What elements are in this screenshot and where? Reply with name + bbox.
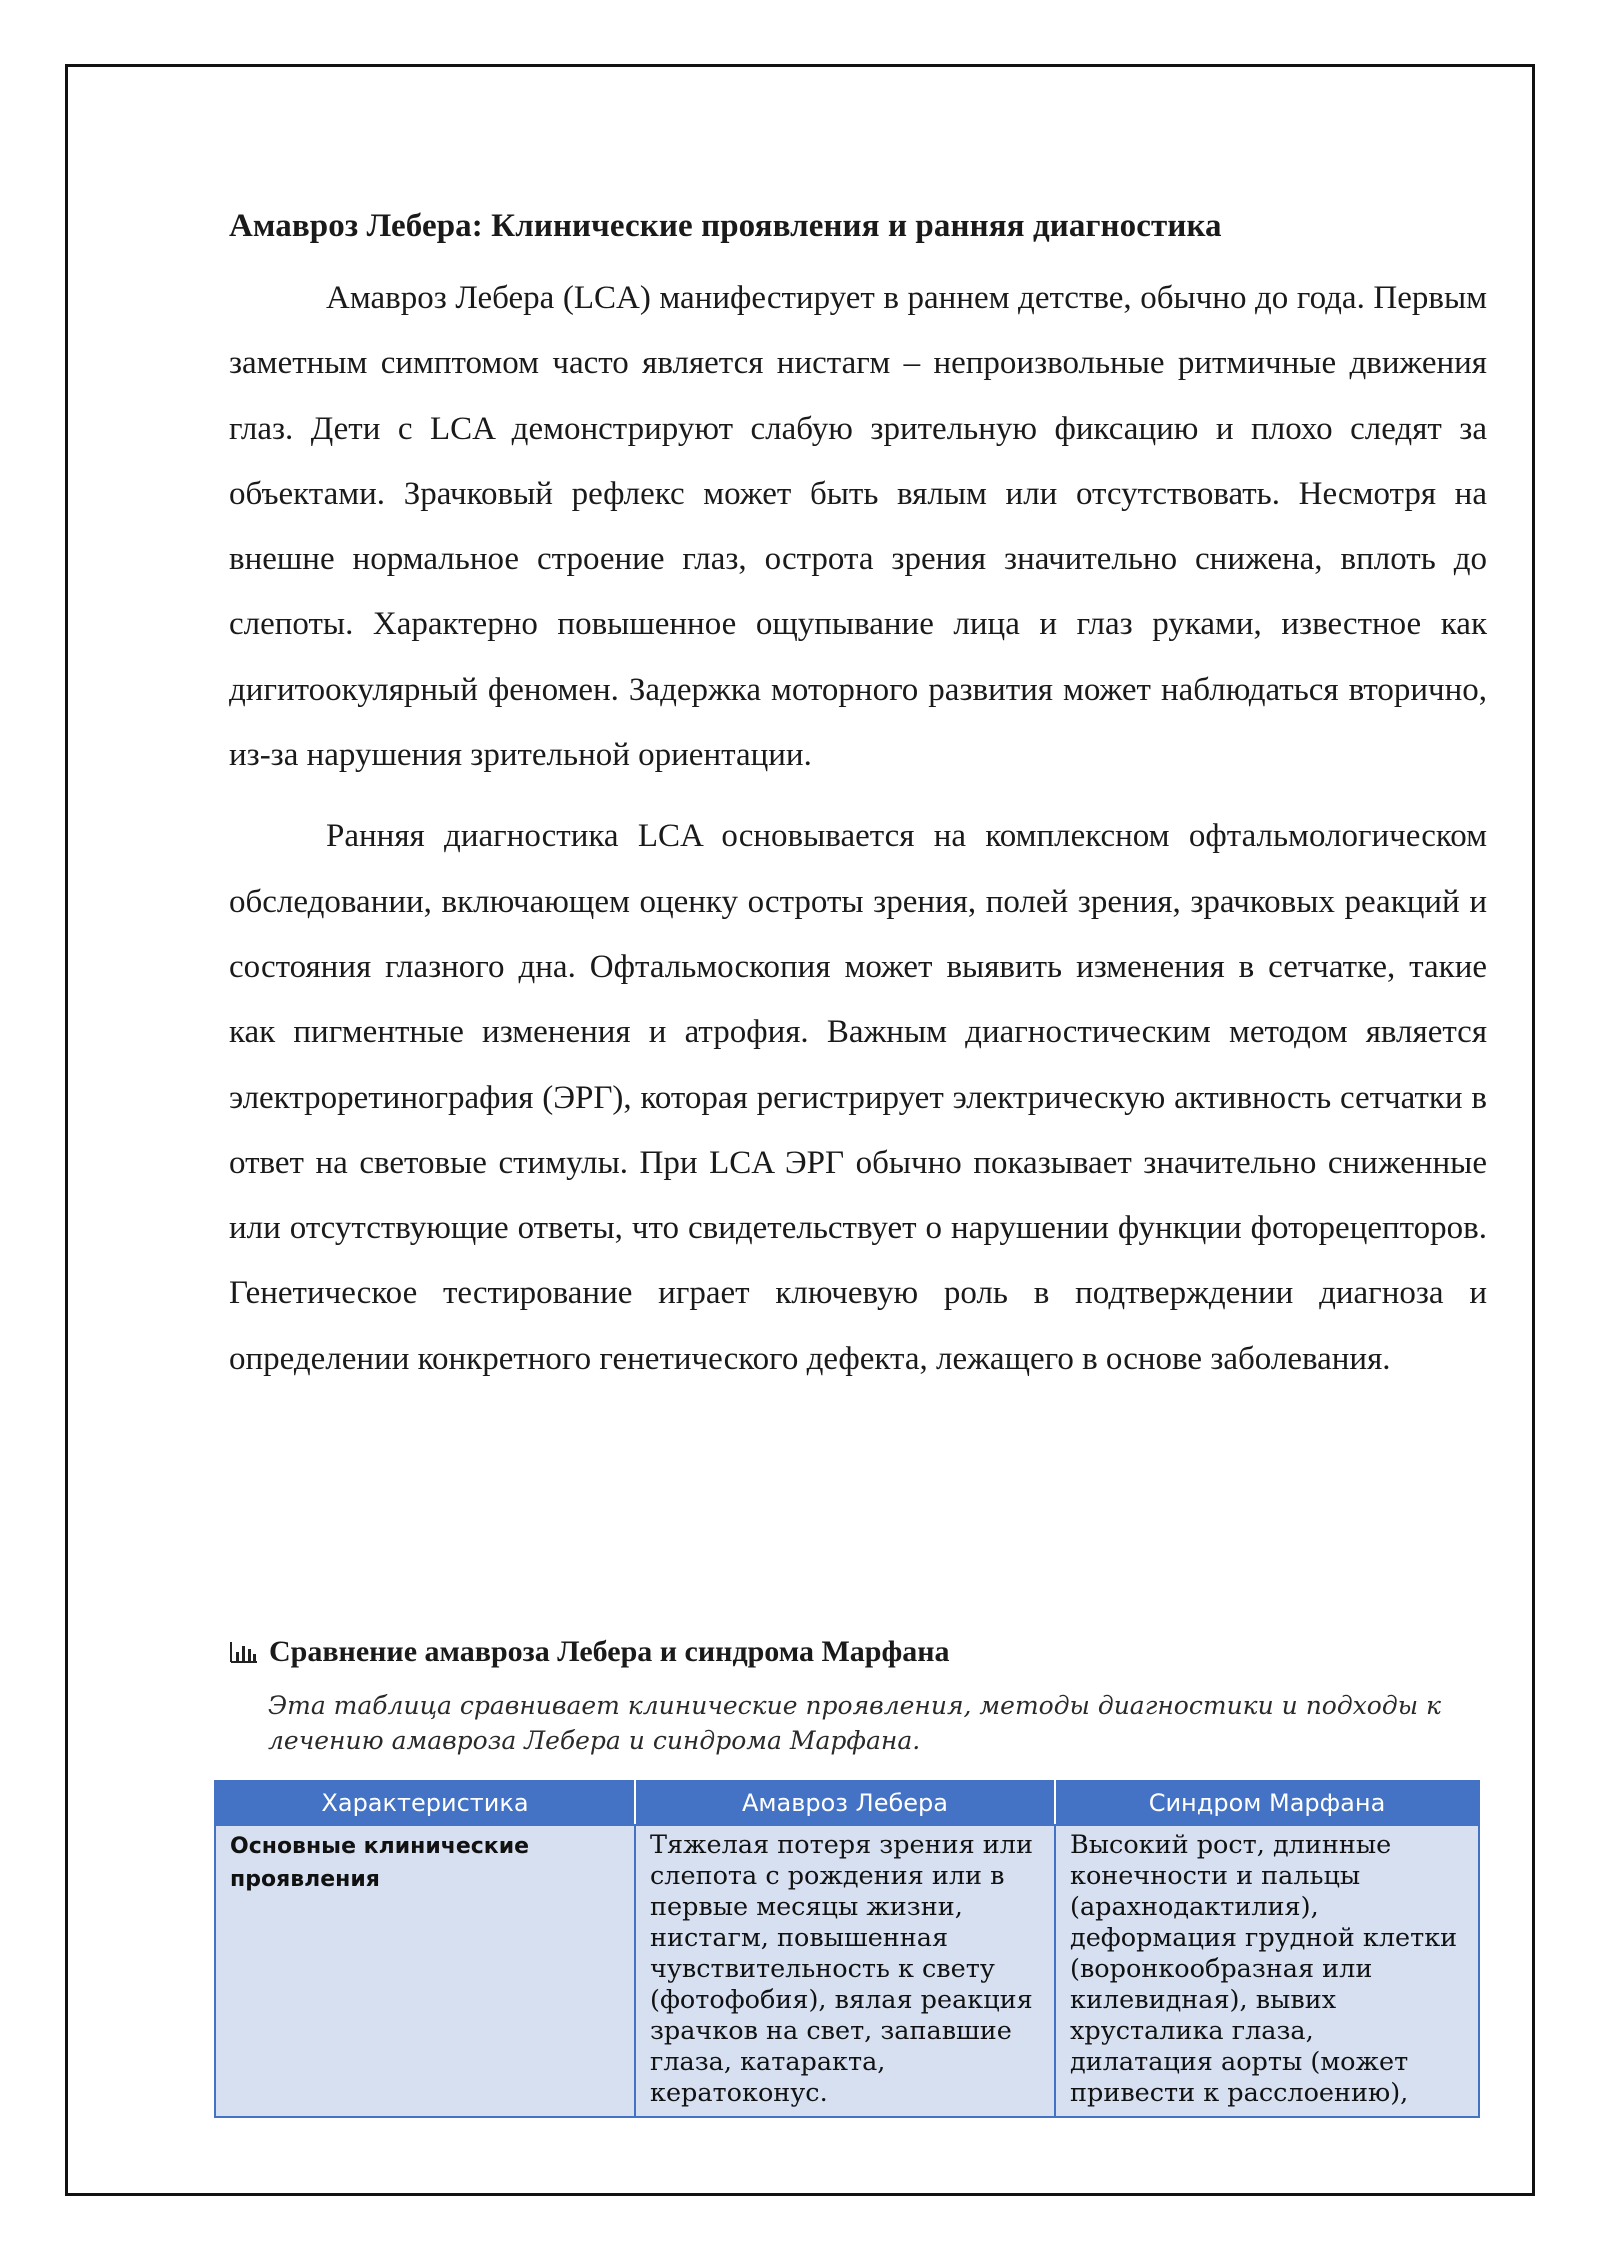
column-header-feature: Характеристика: [215, 1781, 635, 1825]
lca-description: Тяжелая потеря зрения или слепота с рождения или в первые месяцы жизни, нистагм, повышенная чувствительность к свету (фотофобия), вялая реакция зрачков на свет, запавшие глаза, катаракта, кератоконус.: [650, 1830, 1033, 2108]
document-title: Амавроз Лебера: Клинические проявления и ранняя диагностика: [229, 208, 1222, 244]
table-heading-text: Сравнение амавроза Лебера и синдрома Марфана: [269, 1635, 950, 1668]
feature-label: Основные клинические проявления: [230, 1834, 530, 1892]
table-caption: Эта таблица сравнивает клинические проявления, методы диагностики и подходы к лечению амавроза Лебера и синдрома Марфана.: [268, 1691, 1441, 1755]
table-cell-marfan: [1055, 1825, 1479, 2117]
table-header-row: [215, 1781, 1479, 1825]
table-cell-feature: [215, 1825, 635, 2117]
paragraph-clinical: Амавроз Лебера (LCA) манифестирует в раннем детстве, обычно до года. Первым заметным симптомом часто является нистагм – непроизвольные ритмичные движения глаз. Дети с LCA демонстрируют слабую зрительную фиксацию и плохо следят за объектами. Зрачковый рефлекс может быть вялым или отсутствовать. Несмотря на внешне нормальное строение глаз, острота зрения значительно снижена, вплоть до слепоты. Характерно повышенное ощупывание лица и глаз руками, известное как дигитоокулярный феномен. Задержка моторного развития может наблюдаться вторично, из-за нарушения зрительной ориентации.: [229, 280, 1487, 774]
table-heading: [229, 1630, 950, 1674]
comparison-table: [214, 1780, 1480, 2118]
paragraph-diagnostics: Ранняя диагностика LCA основывается на комплексном офтальмологическом обследовании, включающем оценку остроты зрения, полей зрения, зрачковых реакций и состояния глазного дна. Офтальмоскопия может выявить изменения в сетчатке, такие как пигментные изменения и атрофия. Важным диагностическим методом является электроретинография (ЭРГ), которая регистрирует электрическую активность сетчатки в ответ на световые стимулы. При LCA ЭРГ обычно показывает значительно сниженные или отсутствующие ответы, что свидетельствует о нарушении функции фоторецепторов. Генетическое тестирование играет ключевую роль в подтверждении диагноза и определении конкретного генетического дефекта, лежащего в основе заболевания.: [229, 818, 1487, 1377]
document-body: [229, 196, 1487, 1408]
column-header-marfan: Синдром Марфана: [1055, 1781, 1479, 1825]
marfan-description: Высокий рост, длинные конечности и пальцы (арахнодактилия), деформация грудной клетки (воронкообразная или килевидная), вывих хрусталика глаза, дилатация аорты (может привести к расслоению),: [1070, 1830, 1458, 2108]
bar-chart-icon: [229, 1640, 259, 1664]
table-cell-lca: [635, 1825, 1055, 2117]
column-header-lca: Амавроз Лебера: [635, 1781, 1055, 1825]
table-row: [215, 1825, 1479, 2117]
